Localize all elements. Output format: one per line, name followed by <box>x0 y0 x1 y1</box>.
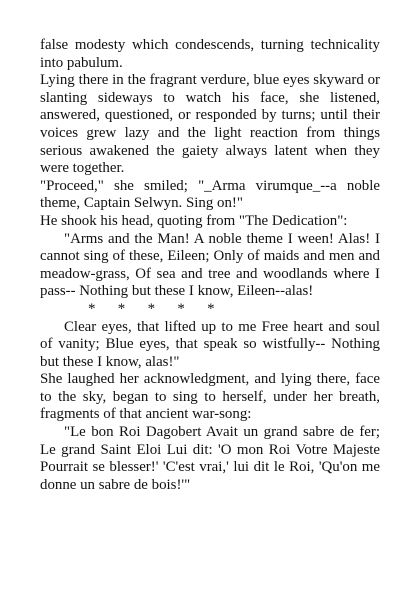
verse-arms-and-the-man: "Arms and the Man! A noble theme I ween! Alas! I cannot sing of these, Eileen; Only of maids and men and meadow-grass, Of sea and tree and woodlands where I pass-- Nothing but these I know, Eileen--alas! <box>40 230 380 300</box>
paragraph-dedication-intro: He shook his head, quoting from "The Dedication": <box>40 212 348 229</box>
paragraph-proceed: "Proceed," she smiled; "_Arma virumque_--a noble theme, Captain Selwyn. Sing on!" <box>40 177 380 212</box>
paragraph-war-song-intro: She laughed her acknowledgment, and lying there, face to the sky, began to sing to herself, under her breath, fragments of that ancient war-song: <box>40 371 380 423</box>
verse-roi-dagobert: "Le bon Roi Dagobert Avait un grand sabre de fer; Le grand Saint Eloi Lui dit: 'O mon Roi Votre Majeste Pourrait se blesser!' 'C'est vrai,' lui dit le Roi, 'Qu'on me donne un sabre de bois!'" <box>40 424 380 493</box>
section-break-stars: * * * * * <box>88 300 215 317</box>
verse-clear-eyes: Clear eyes, that lifted up to me Free heart and soul of vanity; Blue eyes, that speak so wistfully-- Nothing but these I know, alas!" <box>40 318 380 370</box>
paragraph-verdure: Lying there in the fragrant verdure, blue eyes skyward or slanting sideways to watch his face, she listened, answered, questioned, or responded by turns; until their voices grew lazy and the light reaction from things serious awakened the gaiety always latent when they were together. <box>40 72 380 177</box>
paragraph-pabulum: false modesty which condescends, turning technicality into pabulum. <box>40 37 380 71</box>
book-page <box>40 37 380 494</box>
